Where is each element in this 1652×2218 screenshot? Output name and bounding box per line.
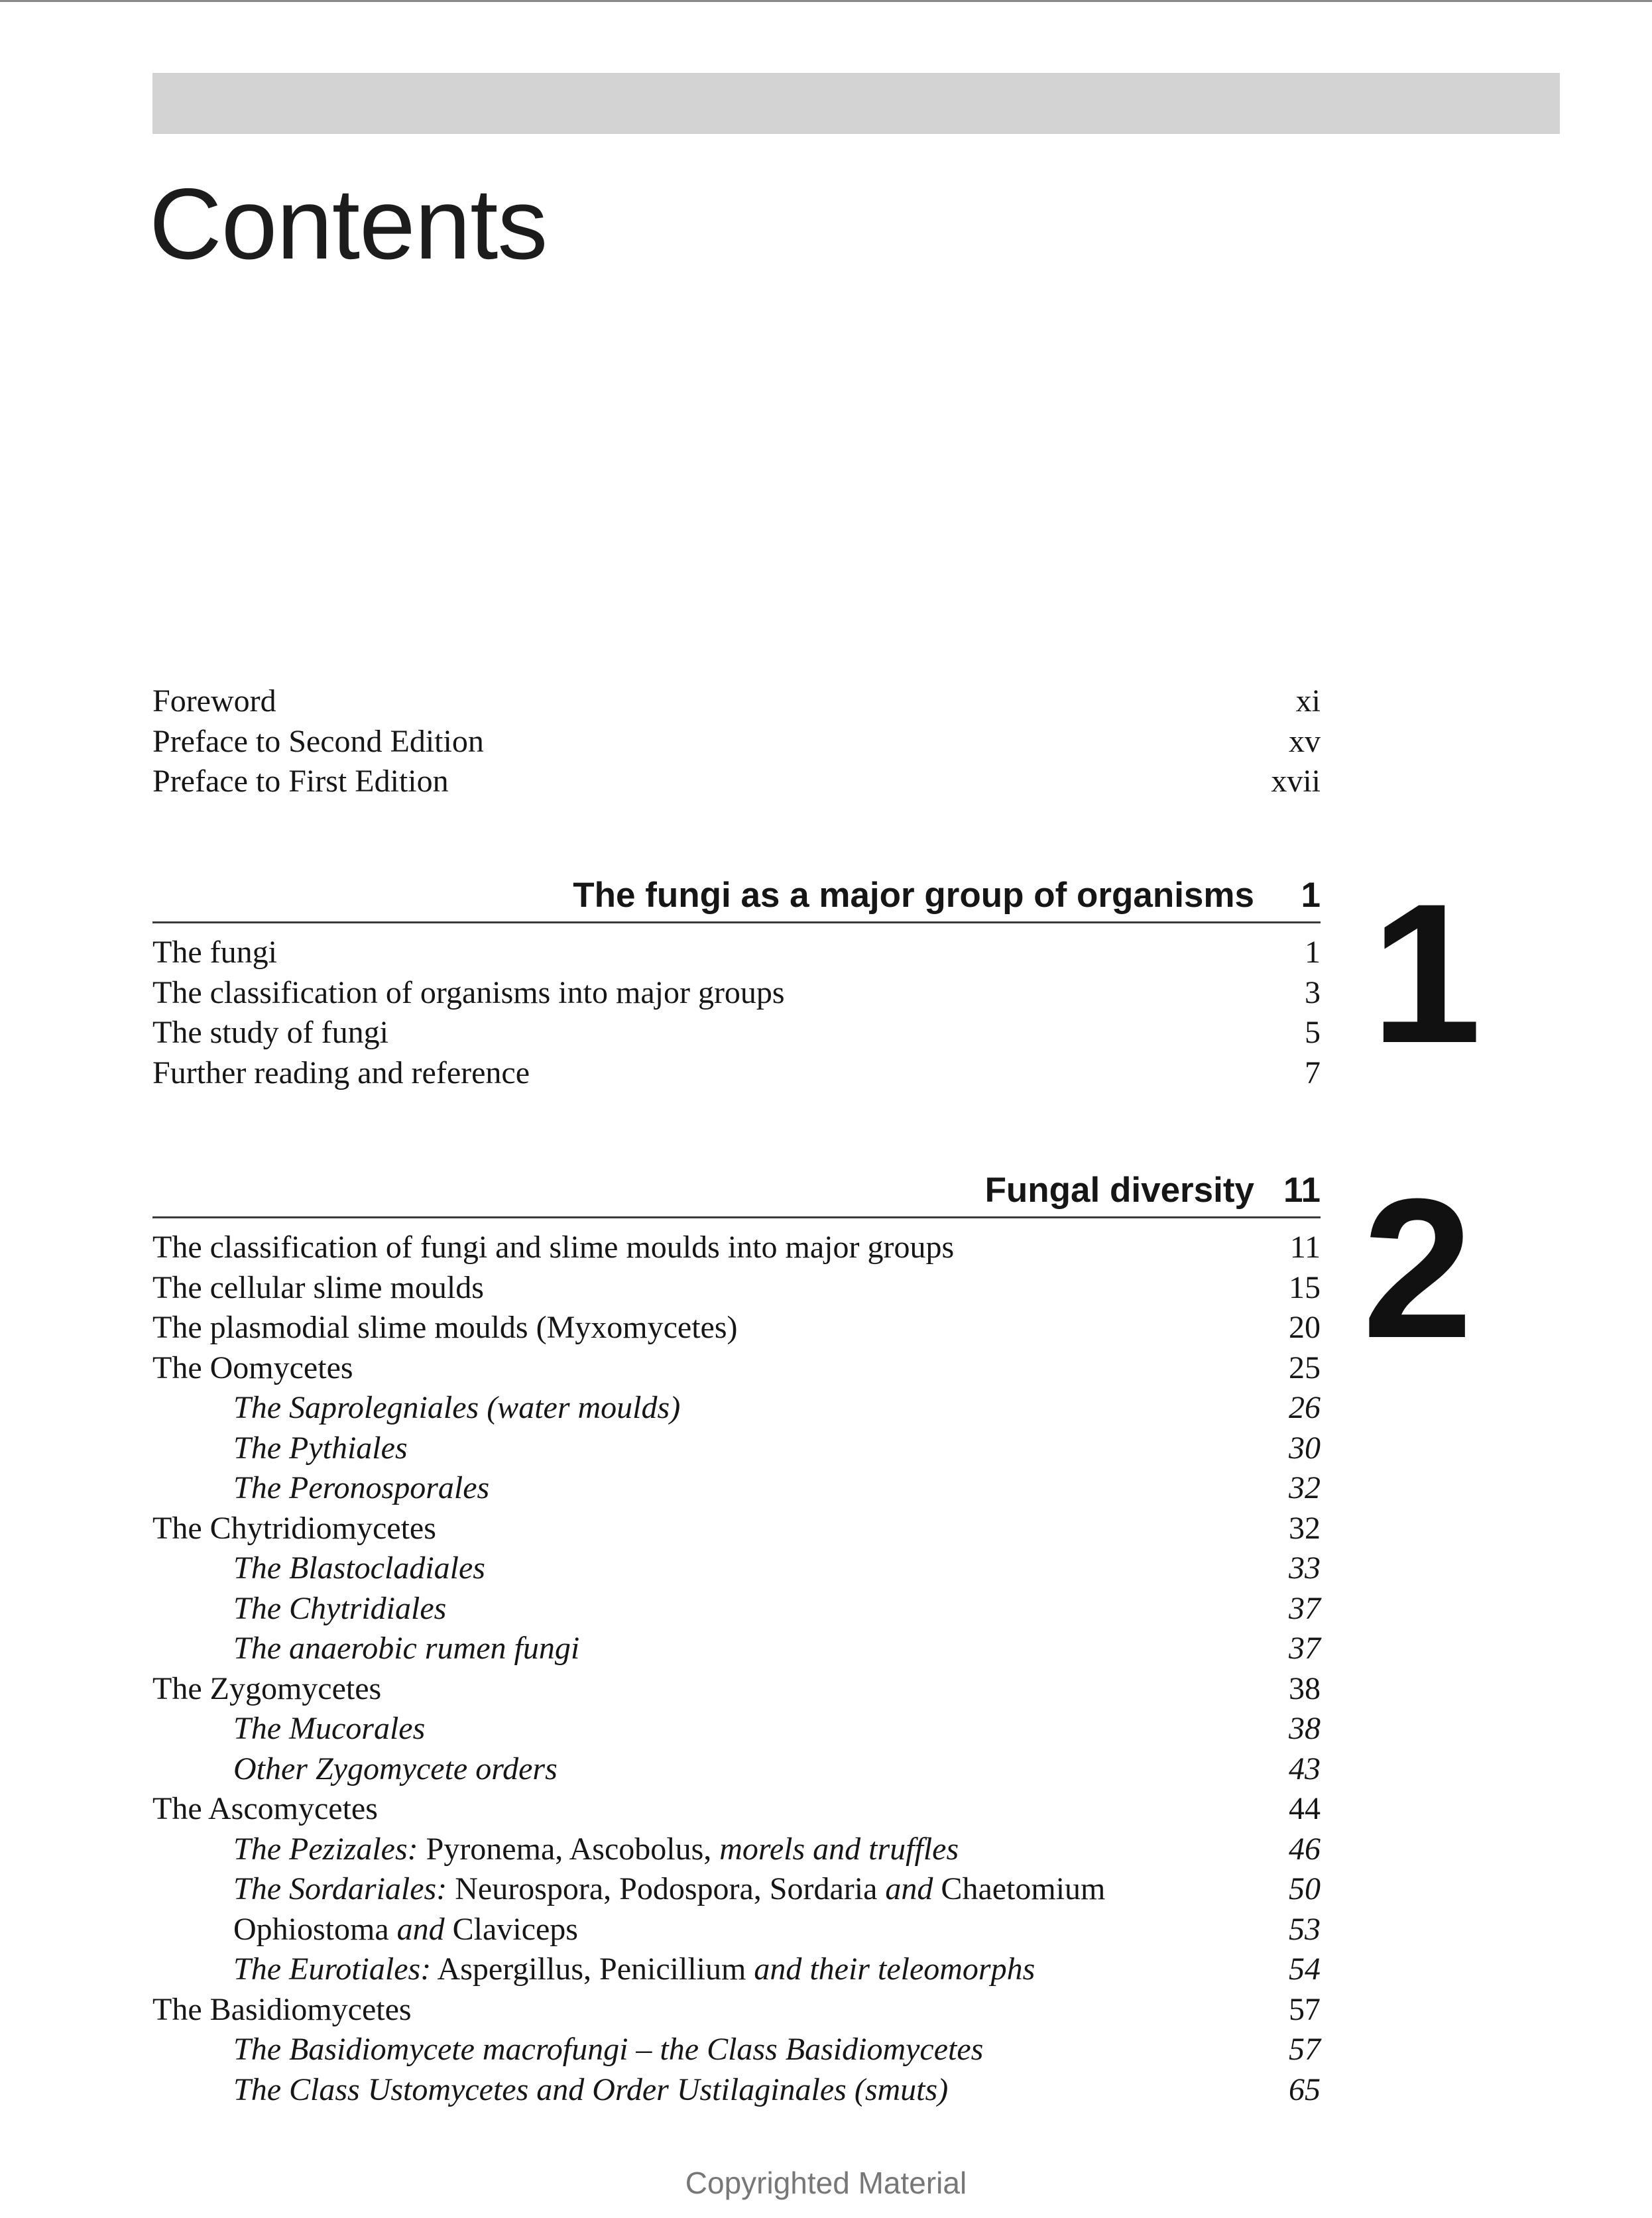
toc-entry-page: 3 — [1305, 974, 1321, 1010]
toc-entry[interactable] — [152, 1669, 1321, 1710]
toc-subentry[interactable] — [152, 1468, 1321, 1509]
toc-subentry[interactable] — [152, 1830, 1321, 1870]
toc-entry-title: The Oomycetes — [152, 1350, 353, 1385]
header-bar — [152, 73, 1560, 134]
toc-entry-page: 11 — [1289, 1230, 1321, 1265]
toc-entry[interactable] — [152, 1053, 1321, 1094]
toc-entry-page: 32 — [1289, 1510, 1321, 1546]
toc-subentry[interactable] — [152, 1910, 1321, 1950]
toc-entry-title: The Mucorales — [233, 1711, 426, 1746]
chapter-1-section — [152, 874, 1321, 1093]
toc-entry-title — [233, 1830, 959, 1870]
toc-entry-page: xv — [1289, 723, 1321, 759]
toc-entry[interactable] — [152, 933, 1321, 973]
toc-subentry[interactable] — [152, 1429, 1321, 1469]
title-part: and — [885, 1871, 933, 1906]
toc-entry-page: 37 — [1289, 1631, 1321, 1666]
chapter-1-number: 1 — [1371, 862, 1482, 1084]
toc-entry-page: 50 — [1289, 1871, 1321, 1906]
toc-entry-page: 43 — [1289, 1751, 1321, 1786]
toc-entry-title: The Ascomycetes — [152, 1791, 378, 1826]
toc-entry-page: 57 — [1289, 1991, 1321, 2027]
toc-entry-page: 46 — [1289, 1831, 1321, 1867]
toc-entry-title: The Blastocladiales — [233, 1550, 485, 1586]
page-title: Contents — [149, 168, 548, 280]
toc-entry-page: xi — [1295, 683, 1321, 719]
toc-entry-page: 20 — [1289, 1310, 1321, 1345]
toc-entry-title — [233, 1950, 1035, 1990]
toc-entry-title: The Basidiomycete macrofungi – the Class Basidiomycetes — [233, 2032, 984, 2067]
toc-entry[interactable] — [152, 1228, 1321, 1268]
front-matter-list — [152, 681, 1321, 802]
title-part: Ophiostoma — [233, 1911, 397, 1947]
toc-entry-page: 15 — [1289, 1269, 1321, 1305]
chapter-2-section — [152, 1169, 1321, 2110]
toc-entry-page: 65 — [1289, 2072, 1321, 2107]
toc-entry-page: 5 — [1305, 1015, 1321, 1050]
toc-entry-page: 38 — [1289, 1670, 1321, 1706]
toc-entry-page: 25 — [1289, 1350, 1321, 1385]
toc-entry-title — [233, 1869, 1105, 1910]
toc-entry-foreword[interactable] — [152, 681, 1321, 722]
toc-entry[interactable] — [152, 1308, 1321, 1348]
toc-entry-title: The Saprolegniales (water moulds) — [233, 1390, 681, 1425]
chapter-title: Fungal diversity — [984, 1171, 1254, 1210]
toc-entry-title: The Chytridiomycetes — [152, 1510, 436, 1546]
chapter-page: 1 — [1301, 876, 1321, 915]
toc-subentry[interactable] — [152, 2070, 1321, 2111]
toc-subentry[interactable] — [152, 1629, 1321, 1669]
toc-entry-title — [233, 1910, 578, 1950]
toc-entry-title: Preface to Second Edition — [152, 723, 484, 759]
toc-entry-page: 30 — [1289, 1430, 1321, 1466]
toc-entry-title: The plasmodial slime moulds (Myxomycetes) — [152, 1310, 738, 1345]
title-part: Neurospora, Podospora, Sordaria — [447, 1871, 886, 1906]
toc-subentry[interactable] — [152, 1869, 1321, 1910]
chapter-title: The fungi as a major group of organisms — [573, 876, 1254, 915]
copyright-footer: Copyrighted Material — [685, 2166, 967, 2200]
title-part: morels and truffles — [719, 1831, 959, 1867]
toc-subentry[interactable] — [152, 1388, 1321, 1429]
toc-entry-title: The classification of organisms into major groups — [152, 974, 785, 1010]
title-part: Pyronema, Ascobolus, — [418, 1831, 720, 1867]
toc-subentry[interactable] — [152, 1709, 1321, 1749]
toc-entry-title: The Basidiomycetes — [152, 1991, 412, 2027]
toc-entry[interactable] — [152, 973, 1321, 1014]
toc-entry-preface-second[interactable] — [152, 722, 1321, 762]
toc-entry[interactable] — [152, 1509, 1321, 1549]
toc-subentry[interactable] — [152, 1749, 1321, 1790]
title-part: and their teleomorphs — [754, 1952, 1035, 1987]
toc-entry-title: Other Zygomycete orders — [233, 1751, 558, 1786]
title-part: The Pezizales: — [233, 1831, 418, 1867]
toc-entry-title: The Pythiales — [233, 1430, 408, 1466]
toc-entry-page: 54 — [1289, 1952, 1321, 1987]
toc-entry-page: 33 — [1289, 1550, 1321, 1586]
chapter-heading[interactable] — [152, 874, 1321, 923]
toc-entry-title: The Zygomycetes — [152, 1670, 382, 1706]
toc-entry-title: The Chytridiales — [233, 1590, 447, 1626]
toc-entry-page: 57 — [1289, 2032, 1321, 2067]
toc-entry[interactable] — [152, 1348, 1321, 1389]
toc-entry-page: 38 — [1289, 1711, 1321, 1746]
toc-subentry[interactable] — [152, 2030, 1321, 2070]
toc-entry-page: 53 — [1289, 1911, 1321, 1947]
toc-entry-page: 37 — [1289, 1590, 1321, 1626]
toc-entry-title: The Peronosporales — [233, 1470, 490, 1505]
toc-entry[interactable] — [152, 1990, 1321, 2030]
chapter-heading[interactable] — [152, 1169, 1321, 1218]
toc-subentry[interactable] — [152, 1589, 1321, 1629]
toc-entry[interactable] — [152, 1013, 1321, 1053]
toc-subentry[interactable] — [152, 1950, 1321, 1990]
toc-entry-title: Further reading and reference — [152, 1055, 530, 1090]
toc-entry-page: 26 — [1289, 1390, 1321, 1425]
title-part: and — [396, 1911, 445, 1947]
title-part: Claviceps — [444, 1911, 578, 1947]
title-part: The Sordariales: — [233, 1871, 447, 1906]
toc-entry[interactable] — [152, 1268, 1321, 1309]
title-part: Chaetomium — [933, 1871, 1106, 1906]
toc-entry-page: 44 — [1289, 1791, 1321, 1826]
title-part: The Eurotiales: — [233, 1952, 432, 1987]
toc-entry-preface-first[interactable] — [152, 762, 1321, 802]
toc-entry-title: Foreword — [152, 683, 276, 719]
toc-entry-title: Preface to First Edition — [152, 764, 449, 799]
toc-entry-title: The study of fungi — [152, 1015, 388, 1050]
page-top-border — [0, 0, 1652, 2]
title-part: Aspergillus, Penicillium — [431, 1952, 754, 1987]
toc-subentry[interactable] — [152, 1548, 1321, 1589]
toc-entry-title: The anaerobic rumen fungi — [233, 1631, 580, 1666]
toc-entry-title: The fungi — [152, 935, 277, 970]
toc-entry[interactable] — [152, 1789, 1321, 1830]
toc-entry-title: The cellular slime moulds — [152, 1269, 484, 1305]
chapter-page: 11 — [1283, 1171, 1321, 1210]
toc-entry-page: 1 — [1305, 935, 1321, 970]
toc-entry-title: The Class Ustomycetes and Order Ustilaginales (smuts) — [233, 2072, 949, 2107]
toc-entry-page: 32 — [1289, 1470, 1321, 1505]
toc-entry-title: The classification of fungi and slime moulds into major groups — [152, 1230, 955, 1265]
toc-entry-page: xvii — [1271, 764, 1321, 799]
chapter-2-number: 2 — [1362, 1157, 1473, 1379]
toc-entry-page: 7 — [1305, 1055, 1321, 1090]
